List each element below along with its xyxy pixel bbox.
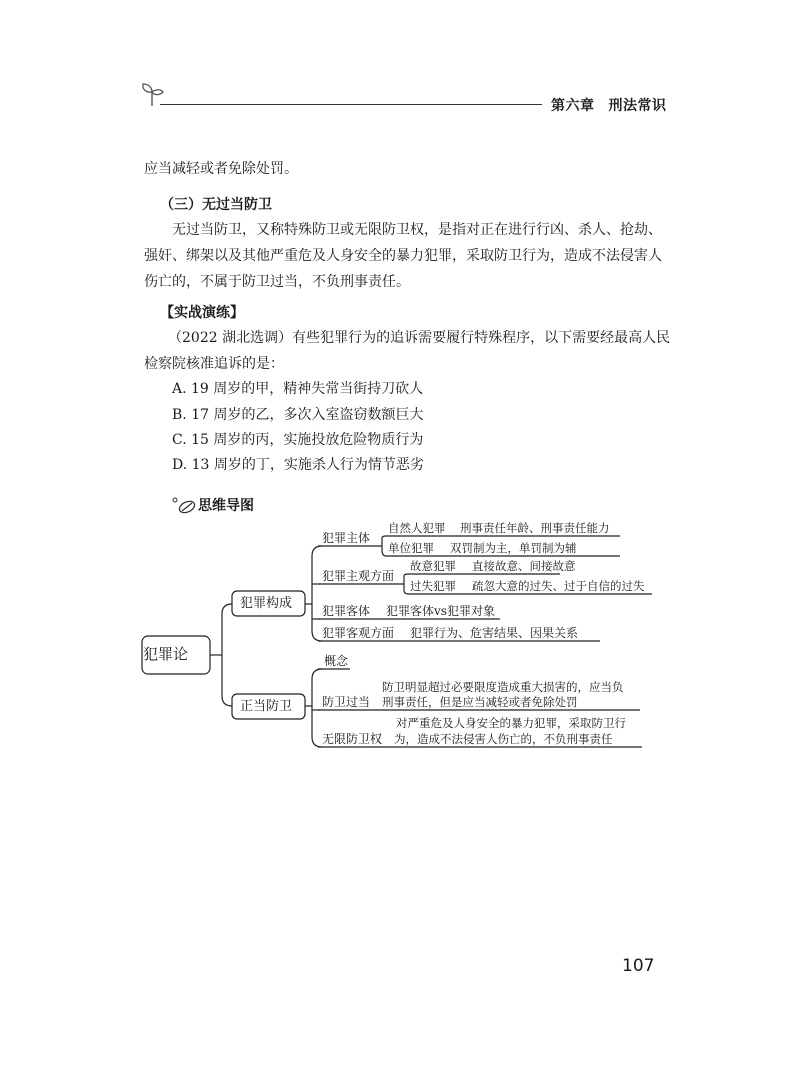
chapter-number: 第六章 (551, 98, 595, 114)
option-c: C. 15 周岁的丙，实施投放危险物质行为 (172, 432, 424, 448)
continued-line: 应当减轻或者免除处罚。 (144, 161, 298, 177)
section-heading: （三）无过当防卫 (160, 197, 272, 213)
leaf-object-detail: 犯罪客体vs犯罪对象 (386, 604, 495, 618)
page-number: 107 (622, 956, 655, 976)
leaf-natural-person: 自然人犯罪 (388, 521, 446, 535)
option-a: A. 19 周岁的甲，精神失常当街持刀砍人 (172, 381, 424, 397)
node-concept: 概念 (324, 654, 349, 668)
node-unlimited: 无限防卫权 (322, 732, 383, 746)
leaf-intent: 故意犯罪 (410, 559, 456, 573)
leaf-intent-detail: 直接故意、间接故意 (472, 559, 576, 573)
mindmap-root: 犯罪论 (143, 645, 189, 663)
leaf-negligence-detail: 疏忽大意的过失、过于自信的过失 (472, 579, 645, 593)
mindmap-heading: 思维导图 (198, 498, 254, 514)
node-object: 犯罪客体 (322, 604, 371, 618)
node-excessive: 防卫过当 (322, 695, 371, 709)
paragraph-line: 无过当防卫，又称特殊防卫或无限防卫权，是指对正在进行行凶、杀人、抢劫、 (172, 222, 662, 238)
practice-heading: 【实战演练】 (160, 305, 244, 321)
node-subjective: 犯罪主观方面 (322, 569, 395, 583)
leaf-negligence: 过失犯罪 (410, 579, 456, 593)
paragraph-line: 伤亡的，不属于防卫过当，不负刑事责任。 (144, 274, 410, 290)
leaf-unit: 单位犯罪 (388, 541, 434, 555)
option-d: D. 13 周岁的丁，实施杀人行为情节恶劣 (172, 457, 424, 473)
paragraph-line: 强奸、绑架以及其他严重危及人身安全的暴力犯罪，采取防卫行为，造成不法侵害人 (144, 248, 662, 264)
node-subject: 犯罪主体 (322, 531, 371, 545)
node-constitution: 犯罪构成 (240, 596, 293, 611)
leaf-natural-person-detail: 刑事责任年龄、刑事责任能力 (460, 521, 610, 535)
leaf-unlimited-line1: 对严重危及人身安全的暴力犯罪，采取防卫行 (396, 716, 626, 730)
node-objective: 犯罪客观方面 (322, 626, 395, 640)
node-defense: 正当防卫 (240, 699, 293, 714)
option-b: B. 17 周岁的乙，多次入室盗窃数额巨大 (172, 407, 424, 423)
leaf-unlimited-line2: 为，造成不法侵害人伤亡的，不负刑事责任 (394, 732, 613, 746)
question-line: 检察院核准追诉的是： (144, 356, 284, 372)
chapter-name: 刑法常识 (608, 98, 667, 114)
leaf-excessive-line2: 刑事责任，但是应当减轻或者免除处罚 (382, 695, 578, 709)
leaf-unit-detail: 双罚制为主，单罚制为辅 (450, 541, 577, 555)
leaf-objective-detail: 犯罪行为、危害结果、因果关系 (410, 626, 579, 640)
leaf-excessive-line1: 防卫明显超过必要限度造成重大损害的，应当负 (382, 680, 624, 694)
question-line: （2022 湖北选调）有些犯罪行为的追诉需要履行特殊程序，以下需要经最高人民 (168, 330, 671, 346)
